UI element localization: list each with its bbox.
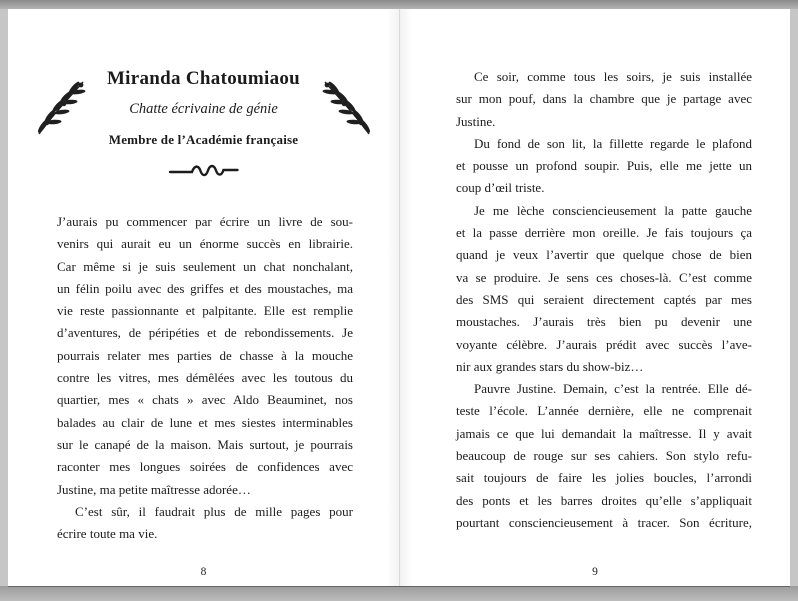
- page-number-right: 9: [592, 566, 598, 578]
- text-line: moustaches. J’aurais très bien pu devenir une: [456, 314, 752, 330]
- title-block: [89, 67, 319, 148]
- text-line: pourtant consciencieusement à tracer. Son écriture,: [456, 514, 752, 530]
- text-line: Justine, ma petite maîtresse adorée…: [57, 481, 251, 497]
- text-line: Justine.: [456, 113, 496, 129]
- text-line: des SMS qui seraient directement captés par mes: [456, 291, 752, 307]
- text-line: raconter mes longues soirées de confidences avec: [57, 459, 353, 475]
- page-number-left: 8: [200, 566, 207, 578]
- page-right: [399, 9, 790, 586]
- laurel-branch-right-icon: [321, 76, 375, 140]
- text-line: jamais ce que lui demandait la maîtresse. Il y avait: [456, 425, 752, 441]
- text-line: vie reste passionnante et palpitante. Elle est remplie: [57, 303, 353, 319]
- paragraph: [456, 378, 752, 534]
- text-line: Car même si je suis seulement un chat nonchalant,: [57, 258, 353, 274]
- section-divider: [8, 163, 399, 184]
- book-affiliation: Membre de l’Académie française: [108, 132, 299, 147]
- text-line: sur le canapé de la maison. Mais surtout, je pourrais: [57, 436, 353, 452]
- window-edge-bottom: [0, 586, 798, 601]
- text-line: quand je veux l’avertir que quelque chose de bien: [456, 247, 752, 263]
- text-line: Pauvre Justine. Demain, c’est la rentrée. Elle dé-: [474, 381, 752, 397]
- text-line: contre les vitres, mes démêlées avec les toutous du: [57, 370, 353, 386]
- text-line: sur mon pouf, dans la chambre que je partage avec: [456, 91, 752, 107]
- chapter-header: [8, 9, 399, 148]
- book-title: Miranda Chatoumiaou: [106, 68, 301, 89]
- text-line: Je me lèche consciencieusement la patte gauche: [474, 202, 752, 218]
- text-line: écrire toute ma vie.: [57, 526, 158, 542]
- text-line: quartier, mes « chats » avec Aldo Beauminet, nos: [57, 392, 353, 408]
- text-line: beaucoup de rouge sur ses cahiers. Son stylo refu-: [456, 448, 752, 464]
- text-line: sait toujours de faire les jolies boucles, l’arrondi: [456, 470, 752, 486]
- text-line: et pousse un profond soupir. Puis, elle me jette un: [456, 158, 752, 174]
- window-edge-top: [0, 0, 798, 9]
- text-line: Ce soir, comme tous les soirs, je suis installée: [474, 69, 752, 84]
- text-line: J’aurais pu commencer par écrire un livre de sou-: [57, 214, 353, 229]
- paragraph: [456, 200, 752, 378]
- page-left: [8, 9, 399, 586]
- book-pages: [8, 9, 790, 586]
- text-line: teste l’école. L’année dernière, elle ne comprenait: [456, 403, 752, 419]
- paragraph: [57, 501, 353, 546]
- scribble-divider-icon: [168, 166, 240, 183]
- text-line: venirs qui aurait eu un énorme succès en librairie.: [57, 236, 353, 252]
- text-line: Du fond de son lit, la fillette regarde le plafond: [474, 135, 752, 151]
- text-line: pourrais relater mes parties de chasse à la mouche: [57, 347, 353, 363]
- paragraph: [456, 133, 752, 200]
- text-line: nir aux grandes stars du show-biz…: [456, 358, 644, 374]
- paragraph: [57, 211, 353, 501]
- paragraph: [456, 66, 752, 133]
- book-subtitle: Chatte écrivaine de génie: [129, 101, 278, 117]
- text-line: et la passe derrière mon oreille. Je fais toujours ça: [456, 225, 752, 241]
- text-line: balades au clair de lune et mes siestes interminables: [57, 414, 353, 430]
- text-line: voyante célèbre. J’aurais prédit avec succès l’ave-: [456, 336, 752, 352]
- laurel-branch-left-icon: [33, 76, 87, 140]
- text-line: des ponts et les barres droites qu’elle s’appliquait: [456, 492, 752, 508]
- page-left-text: [57, 211, 353, 545]
- page-right-text: [456, 66, 752, 534]
- text-line: coup d’œil triste.: [456, 180, 545, 196]
- text-line: un félin poilu avec des griffes et des moustaches, ma: [57, 280, 353, 296]
- text-line: C’est sûr, il faudrait plus de mille pages pour: [75, 503, 353, 519]
- text-line: va se produire. Je sens ces choses-là. C’est comme: [456, 269, 752, 285]
- text-line: d’aventures, de péripéties et de rebondissements. Je: [57, 325, 353, 341]
